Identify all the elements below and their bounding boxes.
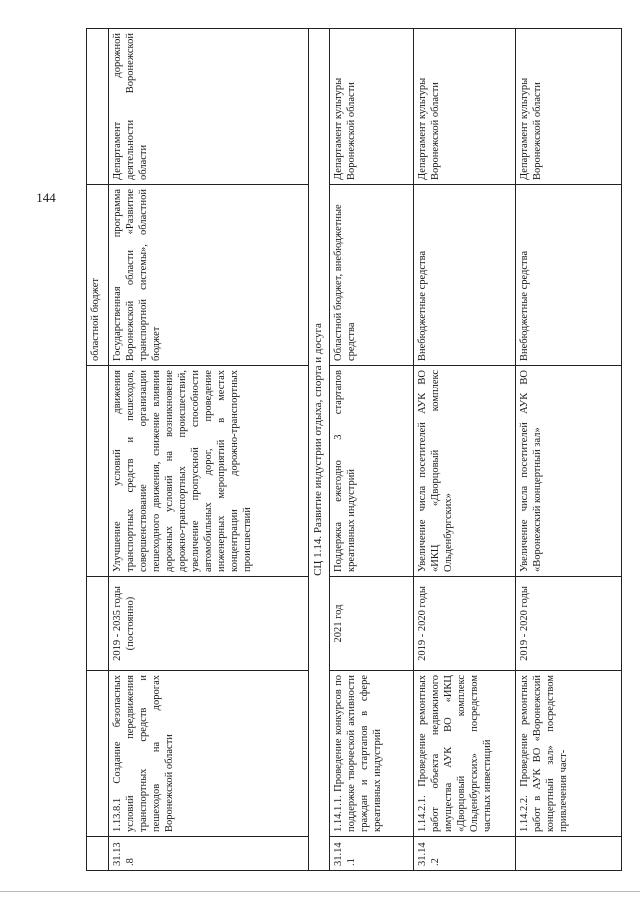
cell-responsible: Департамент культуры Воронежской области <box>329 29 413 185</box>
cell-num <box>515 837 621 871</box>
table-row-31-13-8 <box>109 29 309 871</box>
cell-result: Увеличение числа посетителей АУК ВО «Воронежский концертный зал» <box>515 366 621 577</box>
section-row <box>309 29 330 871</box>
cell-num: 31.14.2 <box>413 837 515 871</box>
cell-num: 31.13.8 <box>109 837 309 871</box>
cell-responsible: Департамент культуры Воронежской области <box>413 29 515 185</box>
cell-term: 2019 - 2035 годы (постоянно) <box>109 577 309 671</box>
cell-term: 2019 - 2020 годы <box>413 577 515 671</box>
cell-measure: 1.14.2.2. Проведение ремонтных работ в АУК ВО «Воронежский концертный зал» посредством привлечения част- <box>515 671 621 837</box>
cell-result: Увеличение числа посетителей АУК ВО «ИКЦ «Дворцовый комплекс Ольденбургских» <box>413 366 515 577</box>
section-title: СЦ 1.14. Развитие индустрии отдыха, спорта и досуга <box>309 29 330 871</box>
rotated-table-container <box>86 29 628 871</box>
cell-term: 2019 - 2020 годы <box>515 577 621 671</box>
table-row-31-14-2 <box>413 29 515 871</box>
cell-term <box>87 577 109 671</box>
page-number: 144 <box>36 190 56 205</box>
cell-responsible <box>87 29 109 185</box>
cell-responsible: Департамент культуры Воронежской области <box>515 29 621 185</box>
cell-term: 2021 год <box>329 577 413 671</box>
cell-measure <box>87 671 109 837</box>
table-row-1-14-2-2 <box>515 29 621 871</box>
cell-measure: 1.13.8.1 Создание безопасных условий передвижения транспортных средств и пешеходов на дорогах Воронежской области <box>109 671 309 837</box>
measures-table <box>86 28 622 871</box>
page-bottom-edge <box>0 891 640 892</box>
cell-responsible: Департамент дорожной деятельности Воронежской области <box>109 29 309 185</box>
cell-source: Внебюджетные средства <box>515 185 621 366</box>
cell-num: 31.14.1 <box>329 837 413 871</box>
table-row-top <box>87 29 109 871</box>
table-row-31-14-1 <box>329 29 413 871</box>
cell-measure: 1.14.1.1. Проведение конкурсов по поддержке творческой активности граждан и стартапов в сфере креативных индустрий <box>329 671 413 837</box>
cell-source: областной бюджет <box>87 185 109 366</box>
cell-result <box>87 366 109 577</box>
cell-source: Областной бюджет, внебюджетные средства <box>329 185 413 366</box>
cell-result: Улучшение условий движения транспортных средств и пешеходов, совершенствование организации пешеходного движения, снижение влияния дорожных условий на возникновение дорожно-транспортных происшествий, увеличение пропускной способности автомобильных дорог, проведение инженерных мероприятий в местах концентрации дорожно-транспортных происшествий <box>109 366 309 577</box>
cell-measure: 1.14.2.1. Проведение ремонтных работ объекта недвижимого имущества АУК ВО «ИКЦ «Дворцовый комплекс Ольденбургских» посредством частных инвестиций <box>413 671 515 837</box>
cell-result: Поддержка ежегодно 3 стартапов креативных индустрий <box>329 366 413 577</box>
cell-source: Внебюджетные средства <box>413 185 515 366</box>
cell-num <box>87 837 109 871</box>
cell-source: Государственная программа Воронежской области «Развитие транспортной системы», областной бюджет <box>109 185 309 366</box>
